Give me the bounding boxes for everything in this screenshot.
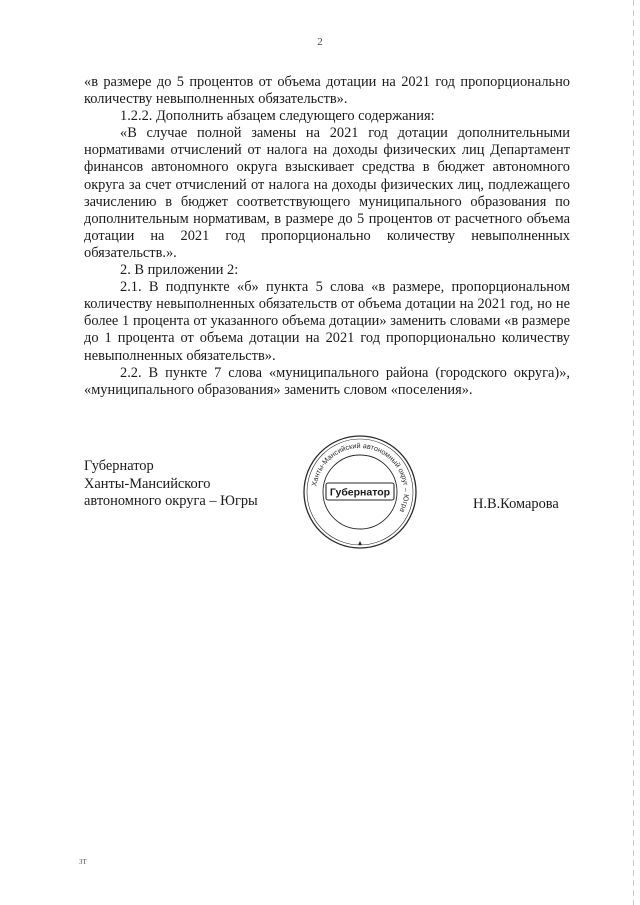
seal-ring-textpath: Ханты-Мансийский автономный округ – Югра (309, 440, 412, 514)
seal-center-text: Губернатор (329, 486, 391, 499)
page-number: 2 (317, 36, 323, 48)
paragraph: «в размере до 5 процентов от объема дотации на 2021 год пропорционально количеству невыполненных обязательств». (84, 74, 570, 108)
document-body (84, 74, 570, 399)
governor-seal (300, 432, 420, 552)
signatory-position (84, 458, 284, 511)
footer-mark: ЗТ (79, 858, 87, 866)
paragraph: 2.1. В подпункте «б» пункта 5 слова «в размере, пропорциональном количеству невыполненных обязательств от объема дотации на 2021 год, но не более 1 процента от указанного объема дотации» заменить словами «в размере до 1 процента от объема дотации на 2021 год пропорционально количеству невыполненных обязательств». (84, 279, 570, 364)
signer-name: Н.В.Комарова (473, 496, 559, 512)
paragraph: 2.2. В пункте 7 слова «муниципального района (городского округа)», «муниципального образования» заменить словом «поселения». (84, 364, 570, 398)
paragraph: 2. В приложении 2: (120, 262, 239, 279)
position-line: Губернатор (84, 458, 154, 474)
position-line: автономного округа – Югры (84, 493, 258, 509)
position-line: Ханты-Мансийского (84, 475, 211, 492)
paragraph: «В случае полной замены на 2021 год дотации дополнительными нормативами отчислений от налога на доходы физических лиц Департамент финансов автономного округа взыскивает средства в бюджет автономного округа за счет отчислений от налога на доходы физических лиц, подлежащего зачислению в бюджет соответствующего муниципального образования по дополнительным нормативам, в размере до 5 процентов от расчетного объема дотации на 2021 год пропорционально количеству невыполненных обязательств.». (84, 125, 570, 261)
scan-edge-line (633, 0, 634, 905)
paragraph: 1.2.2. Дополнить абзацем следующего содержания: (120, 108, 435, 125)
seal-marker-icon (358, 541, 362, 545)
